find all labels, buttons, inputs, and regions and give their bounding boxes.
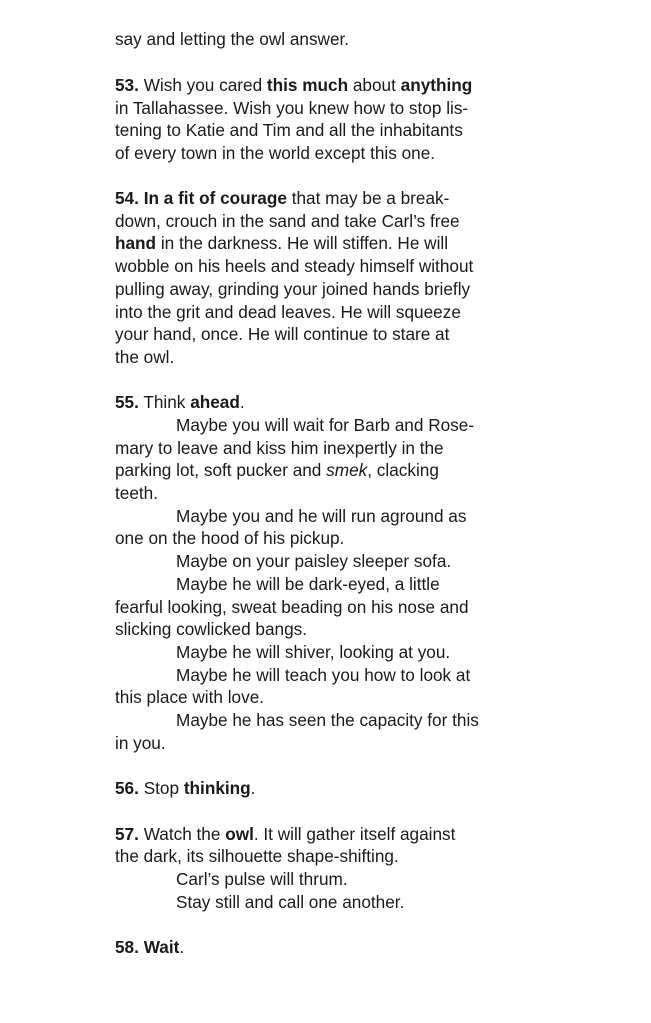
text-run: Maybe you and he will run aground as (176, 506, 467, 526)
text-run: teeth. (115, 483, 159, 503)
emphasis-text: owl (225, 824, 254, 844)
text-line (115, 596, 469, 618)
text-line (115, 845, 399, 867)
emphasis-text: In a fit of courage (143, 188, 287, 208)
text-run: Stop (143, 778, 184, 798)
text-run: tening to Katie and Tim and all the inhabitants (115, 120, 463, 140)
text-run: about (348, 75, 401, 95)
emphasis-text: this much (266, 75, 349, 95)
item-number: 54. (115, 188, 139, 208)
text-line (115, 618, 307, 640)
text-line (115, 686, 264, 708)
text-line (115, 459, 439, 481)
item-56-line (115, 777, 255, 799)
item-number: 57. (115, 824, 139, 844)
text-run: Maybe on your paisley sleeper sofa. (176, 551, 452, 571)
text-line (115, 97, 468, 119)
text-run: , clacking (367, 460, 439, 480)
text-run: down, crouch in the sand and take Carl’s free (115, 211, 460, 231)
text-run: Maybe he has seen the capacity for this (176, 710, 479, 730)
text-line (115, 142, 435, 164)
text-line (115, 232, 448, 254)
text-line (176, 573, 440, 595)
text-line (176, 505, 466, 527)
italic-text: smek (326, 460, 368, 480)
text-run: the owl. (115, 347, 175, 367)
text-line (115, 28, 349, 50)
text-run: in you. (115, 733, 166, 753)
text-run: of every town in the world except this one. (115, 143, 436, 163)
text-run: Think (143, 392, 191, 412)
item-number: 56. (115, 778, 139, 798)
text-run: slicking cowlicked bangs. (115, 619, 308, 639)
text-line (176, 414, 474, 436)
text-run: . (250, 778, 256, 798)
item-54-line (115, 187, 449, 209)
text-line (115, 278, 470, 300)
text-line (176, 891, 404, 913)
item-number: 53. (115, 75, 139, 95)
text-run: wobble on his heels and steady himself without (115, 256, 474, 276)
text-run: parking lot, soft pucker and (115, 460, 327, 480)
emphasis-text: ahead (190, 392, 240, 412)
text-line (176, 868, 348, 890)
item-58-line (115, 936, 184, 958)
emphasis-text: thinking (183, 778, 251, 798)
text-run: Maybe he will teach you how to look at (176, 665, 471, 685)
text-line (115, 527, 344, 549)
item-number: 58. (115, 937, 139, 957)
text-line (176, 664, 470, 686)
text-line (115, 301, 461, 323)
text-run: Maybe you will wait for Barb and Rose- (176, 415, 475, 435)
text-run: the dark, its silhouette shape-shifting. (115, 846, 399, 866)
text-run: Wish you cared (143, 75, 267, 95)
text-line (115, 119, 463, 141)
text-line (176, 550, 451, 572)
text-line (115, 210, 460, 232)
text-line (115, 482, 158, 504)
text-run: say and letting the owl answer. (115, 29, 350, 49)
emphasis-text: Wait (143, 937, 180, 957)
text-run: . (239, 392, 245, 412)
text-run: Stay still and call one another. (176, 892, 405, 912)
text-run: this place with love. (115, 687, 265, 707)
text-line (176, 641, 450, 663)
text-run: Watch the (143, 824, 226, 844)
item-number: 55. (115, 392, 139, 412)
text-line (115, 732, 166, 754)
text-run: your hand, once. He will continue to stare at (115, 324, 450, 344)
text-line (115, 255, 473, 277)
text-run: . It will gather itself against (253, 824, 456, 844)
text-run: mary to leave and kiss him inexpertly in the (115, 438, 444, 458)
text-run: pulling away, grinding your joined hands briefly (115, 279, 471, 299)
text-line (115, 437, 444, 459)
text-line (176, 709, 479, 731)
item-55-line (115, 391, 245, 413)
text-line (115, 323, 449, 345)
emphasis-text: hand (115, 233, 157, 253)
emphasis-text: anything (400, 75, 473, 95)
text-run: Maybe he will be dark-eyed, a little (176, 574, 440, 594)
text-run: . (179, 937, 185, 957)
text-run: that may be a break- (286, 188, 450, 208)
text-run: fearful looking, sweat beading on his nose and (115, 597, 469, 617)
text-run: into the grit and dead leaves. He will squeeze (115, 302, 461, 322)
text-run: one on the hood of his pickup. (115, 528, 345, 548)
text-run: in the darkness. He will stiffen. He will (156, 233, 449, 253)
text-line (115, 346, 174, 368)
item-57-line (115, 823, 455, 845)
text-run: in Tallahassee. Wish you knew how to stop lis- (115, 98, 469, 118)
text-run: Maybe he will shiver, looking at you. (176, 642, 451, 662)
item-53-line (115, 74, 472, 96)
text-run: Carl’s pulse will thrum. (176, 869, 348, 889)
